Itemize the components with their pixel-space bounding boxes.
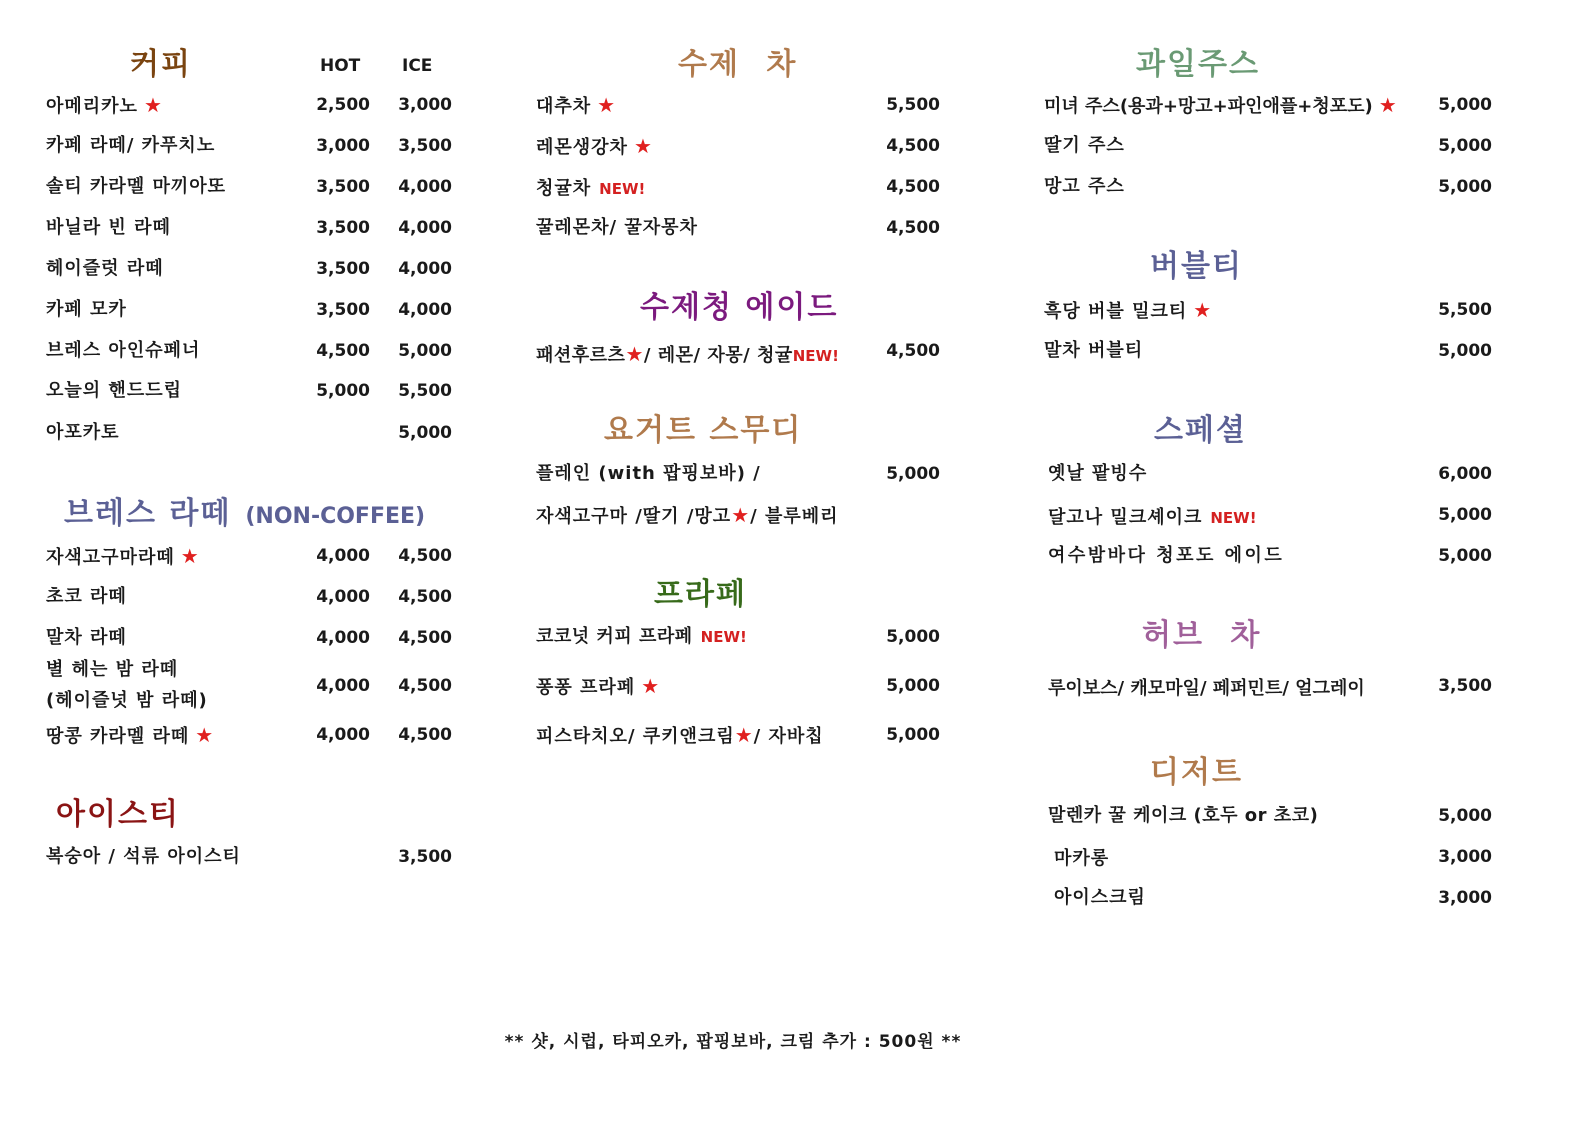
new-badge: NEW!: [792, 347, 839, 365]
item-name: 카페 라떼/ 카푸치노: [46, 135, 216, 156]
item-name: 아메리카노: [46, 96, 138, 117]
price: 3,500: [398, 847, 452, 867]
item-name: 청귤차: [536, 178, 592, 199]
price-hot: 5,000: [316, 381, 370, 401]
price: 3,000: [1438, 888, 1492, 908]
special-title: 스페셜: [1154, 413, 1247, 448]
price: 5,000: [1438, 341, 1492, 361]
price-ice: 4,500: [398, 676, 452, 696]
star-icon: ★: [1193, 298, 1213, 322]
item-name-sub: (헤이즐넛 밤 라떼): [46, 690, 208, 711]
item-name: 별 헤는 밤 라떼: [46, 659, 179, 680]
item-name: 아포카토: [46, 422, 120, 443]
star-icon: ★: [633, 134, 653, 158]
herb-tea-title: 허브 차: [1142, 618, 1262, 653]
new-badge: NEW!: [1210, 509, 1257, 527]
dessert-title: 디저트: [1150, 755, 1243, 790]
price-hot: 4,500: [316, 341, 370, 361]
item-name: 말차 버블티: [1044, 340, 1144, 361]
item-name-rest: / 자바칩: [753, 726, 824, 747]
price-ice: 4,000: [398, 300, 452, 320]
item-name: 패션후르츠: [536, 345, 626, 366]
item-name: 옛날 팥빙수: [1048, 463, 1148, 484]
price: 5,000: [1438, 505, 1492, 525]
price-ice: 5,000: [398, 423, 452, 443]
item-name: 흑당 버블 밀크티: [1044, 301, 1188, 322]
price: 5,000: [886, 676, 940, 696]
price: 5,000: [1438, 136, 1492, 156]
price-hot: 4,000: [316, 546, 370, 566]
price-hot: 2,500: [316, 95, 370, 115]
item-name: 달고나 밀크셰이크: [1048, 507, 1203, 528]
star-icon: ★: [625, 342, 644, 366]
smoothie-title: 요거트 스무디: [604, 413, 803, 448]
price: 5,000: [886, 464, 940, 484]
price-ice: 3,000: [398, 95, 452, 115]
price: 5,000: [1438, 95, 1492, 115]
footer-note: ** 샷, 시럽, 타피오카, 팝핑보바, 크림 추가 : 500원 **: [504, 1032, 962, 1052]
price-ice: 4,500: [398, 546, 452, 566]
price-ice: 5,000: [398, 341, 452, 361]
price-hot: 4,000: [316, 587, 370, 607]
star-icon: ★: [734, 723, 754, 747]
price: 4,500: [886, 177, 940, 197]
item-name: 카페 모카: [46, 299, 127, 320]
item-name: 딸기 주스: [1044, 135, 1125, 156]
item-name: 땅콩 카라멜 라떼: [46, 726, 190, 747]
juice-title: 과일주스: [1136, 47, 1260, 82]
ice-tea-title: 아이스티: [56, 797, 180, 832]
price: 4,500: [886, 136, 940, 156]
price-ice: 4,500: [398, 587, 452, 607]
star-icon: ★: [597, 93, 617, 117]
price: 4,500: [886, 341, 940, 361]
price: 6,000: [1438, 464, 1492, 484]
item-name: 망고 주스: [1044, 176, 1125, 197]
item-name: 말렌카 꿀 케이크 (호두 or 초코): [1048, 805, 1319, 826]
star-icon: ★: [180, 544, 200, 568]
item-name: 자색고구마 /딸기 /망고: [536, 506, 732, 527]
bubble-tea-title: 버블티: [1150, 249, 1243, 284]
item-name-rest: / 레몬/ 자몽/ 청귤: [643, 345, 793, 366]
price: 5,500: [1438, 300, 1492, 320]
price-hot: 3,500: [316, 218, 370, 238]
coffee-title: 커피: [130, 47, 192, 82]
price-hot: 4,000: [316, 725, 370, 745]
price-ice: 3,500: [398, 136, 452, 156]
price: 5,000: [1438, 177, 1492, 197]
hot-header: HOT: [320, 56, 361, 76]
price-ice: 4,500: [398, 725, 452, 745]
new-badge: NEW!: [700, 628, 747, 646]
item-name: 마카롱: [1054, 848, 1110, 869]
price-hot: 3,500: [316, 300, 370, 320]
frappe-title: 프라페: [654, 577, 747, 612]
star-icon: ★: [195, 723, 215, 747]
item-name: 바닐라 빈 라떼: [46, 217, 171, 238]
price: 5,000: [886, 725, 940, 745]
price-ice: 4,000: [398, 177, 452, 197]
item-name: 솔티 카라멜 마끼아또: [46, 176, 227, 197]
price-hot: 4,000: [316, 676, 370, 696]
price-hot: 3,000: [316, 136, 370, 156]
item-name: 헤이즐럿 라떼: [46, 258, 164, 279]
item-name: 자색고구마라떼: [46, 547, 175, 568]
price: 3,000: [1438, 847, 1492, 867]
item-name: 미녀 주스(용과+망고+파인애플+청포도): [1044, 96, 1373, 117]
item-name: 꿀레몬차/ 꿀자몽차: [536, 217, 698, 238]
item-name-rest: / 블루베리: [750, 506, 839, 527]
item-name: 대추차: [536, 96, 592, 117]
star-icon: ★: [1378, 93, 1397, 117]
brass-latte-subtitle: (NON-COFFEE): [245, 504, 426, 529]
price: 5,500: [886, 95, 940, 115]
ice-header: ICE: [402, 56, 433, 76]
price-ice: 5,500: [398, 381, 452, 401]
item-name: 브레스 아인슈페너: [46, 340, 201, 361]
price-hot: 3,500: [316, 177, 370, 197]
price: 5,000: [886, 627, 940, 647]
price: 3,500: [1438, 676, 1492, 696]
ade-title: 수제청 에이드: [640, 290, 839, 325]
price-hot: 3,500: [316, 259, 370, 279]
item-name: 피스타치오/ 쿠키앤크림: [536, 726, 735, 747]
new-badge: NEW!: [599, 180, 646, 198]
price-hot: 4,000: [316, 628, 370, 648]
item-name: 플레인 (with 팝핑보바) /: [536, 463, 761, 484]
item-name: 초코 라떼: [46, 586, 127, 607]
item-name: 퐁퐁 프라페: [536, 677, 636, 698]
item-name: 여수밤바다 청포도 에이드: [1048, 545, 1285, 566]
item-name: 말차 라떼: [46, 627, 127, 648]
star-icon: ★: [143, 93, 163, 117]
price-ice: 4,500: [398, 628, 452, 648]
star-icon: ★: [641, 674, 661, 698]
item-name: 아이스크림: [1054, 887, 1146, 908]
price: 5,000: [1438, 546, 1492, 566]
handmade-tea-title: 수제 차: [678, 47, 798, 82]
item-name: 복숭아 / 석류 아이스티: [46, 846, 241, 867]
item-name: 코코넛 커피 프라페: [536, 626, 693, 647]
item-name: 레몬생강차: [536, 137, 628, 158]
price-ice: 4,000: [398, 259, 452, 279]
price: 4,500: [886, 218, 940, 238]
item-name: 루이보스/ 캐모마일/ 페퍼민트/ 얼그레이: [1048, 678, 1365, 699]
star-icon: ★: [731, 503, 751, 527]
brass-latte-title: 브레스 라떼: [64, 496, 232, 531]
price: 5,000: [1438, 806, 1492, 826]
price-ice: 4,000: [398, 218, 452, 238]
item-name: 오늘의 핸드드립: [46, 380, 182, 401]
